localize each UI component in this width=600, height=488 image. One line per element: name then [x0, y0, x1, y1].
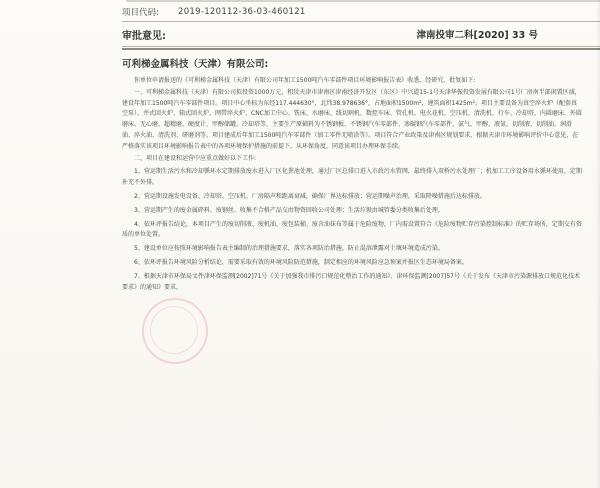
faded-seal-inner-ring — [150, 306, 198, 354]
paragraph-2: 二、项目在建设和运营中应重点做好以下工作: — [134, 154, 257, 162]
document-number: 津南投审二科[2020] 33 号 — [416, 30, 538, 41]
project-code-value: 2019-120112-36-03-460121 — [178, 6, 306, 17]
page-edge-shadow — [596, 0, 600, 488]
approval-row — [122, 22, 598, 46]
addressee: 可利梯金属科技（天津）有限公司: — [122, 59, 269, 70]
approval-body — [122, 76, 582, 293]
project-code-label: 项目代码: — [122, 7, 159, 18]
paragraph-intro: 你单位申请报送的《可利梯金属科技（天津）有限公司年加工1500吨汽车零部件项目环境影响报告表》收悉，经研究，批复如下: — [134, 77, 476, 84]
paragraph-item-6: 6、依环评报告环境风险分析结论，需要采取有效的环境风险防范措施，制定相应的环境风险应急预案并报区生态环境局备案。 — [134, 258, 468, 266]
approval-label: 审批意见: — [122, 30, 166, 42]
paragraph-1: 一、可利梯金属科技（天津）有限公司拟投资1000万元，租赁天津市津南区津南经济开发区（东区）中兴道15-1号天津华振投资发展有限公司1号厂房南半部闲置区域，建设年加工1500吨汽车零部件项目。项目中心坐标为东经117.444630°，北纬38.978636°，占地面积1500m²，建筑面积1425m²。项目主要设备为真空淬火炉（配套真空泵）、井式回火炉、箱式回火炉、网带淬火炉、CNC加工中心、铣床、水磨床、线切割机、数控车床、管孔机、电火花机、空压机、清洗机、行车、冷却塔、内圆磨床、外圆磨床、无心磨、超精磨、硬度计、甲醇储罐、冷却塔等，主要生产原辅料为不锈钢板、不锈钢汽车零部件、渗碳钢汽车零部件、氨气、甲醇、液氨、切削液、切削油、润滑油、淬火油、清洗剂、研磨剂等。项目建成后年加工1500吨汽车零部件（加工零件无喷涂等）。项目符合产业政策及津南区规划要求，根据天津市环境影响评价中心意见，在严格落实该项目环境影响报告表中的各项环境保护措施的前提下，从环保角度，同意该项目办理环保手续。 — [122, 88, 582, 150]
project-code-row — [122, 2, 598, 21]
paragraph-item-5: 5、建设单位应按照环境影响报告表主编制的治理措施要求，落实各项防治措施，防止混溶泄露对土壤环境造成污染。 — [134, 245, 444, 253]
paragraph-item-7: 7、根据天津市环保局文件津环保监测[2002]71号《关于加强我市排污口规范化整治工作的通知》、津环保监测[2007]57号《关于发布《天津市污染源排放口规范化技术要求》的通知》要求， — [122, 272, 580, 291]
divider — [122, 46, 600, 47]
divider-thick — [122, 48, 600, 50]
paragraph-item-1: 1、营运期生活污水和冷却循环水定期排放废水进入厂区化粪池处理，通过厂区总排口进入市政污水管网，最终排入双桥污水处理厂；机加工工序设备用水循环使用，定期补充不外排。 — [122, 168, 582, 187]
paragraph-item-4: 4、依环评报告结论，本项目产生的废切削液、废机油、废包装桶、废含油抹布等属于危险废物，厂内需设置符合《危险废物贮存污染控制标准》的贮存场所，定期交有资质的单位处置。 — [122, 220, 582, 239]
paragraph-item-3: 3、营运期产生的废金属碎料、废钢丝、收集不合格产品交由物资回收公司处理；生活垃圾由城管委分类收集后处理。 — [134, 206, 444, 214]
paragraph-item-2: 2、营运期设施发电设备、冷却塔、空压机、厂房隔声和距离衰减，确保厂界达标排放；营运期噪声治理，采取降噪措施后达标排放。 — [134, 192, 486, 200]
